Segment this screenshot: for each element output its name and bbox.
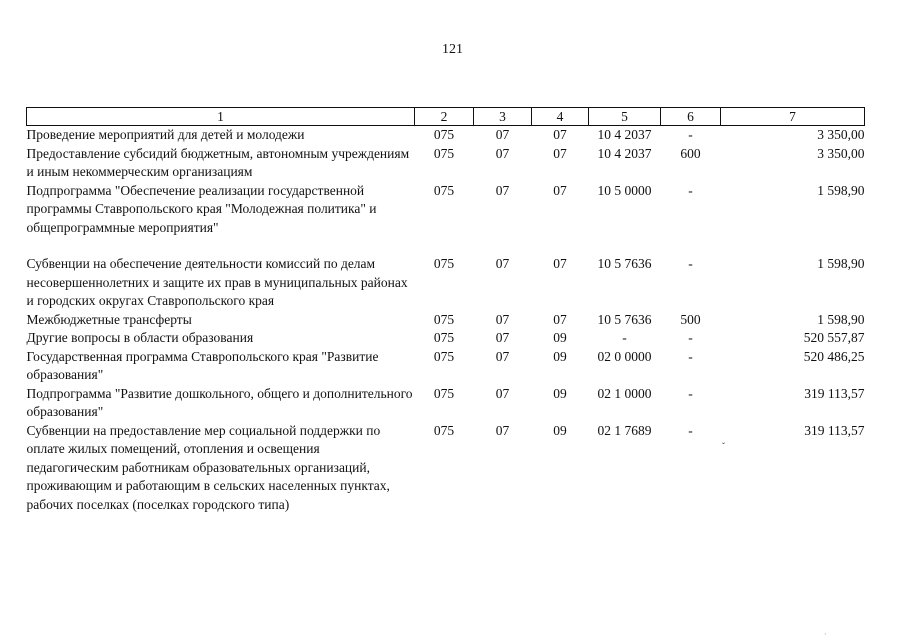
row-name: Подпрограмма "Обеспечение реализации государственной программы Ставропольского края "Молодежная политика" и общепрограммные мероприятия" <box>26 182 377 235</box>
row-amount: 1 598,90 <box>817 311 865 327</box>
row-name: Межбюджетные трансферты <box>26 311 192 327</box>
row-expense-type: - <box>688 330 693 345</box>
scan-speck-mark: · <box>824 630 827 639</box>
row-expense-type: - <box>688 256 693 271</box>
row-target-article: 02 0 0000 <box>597 348 652 364</box>
row-expense-type: - <box>688 348 693 364</box>
row-section-code: 07 <box>495 127 510 142</box>
row-amount: 3 350,00 <box>817 127 865 142</box>
budget-table <box>26 107 865 514</box>
row-amount: 3 350,00 <box>817 145 865 161</box>
row-ministry-code: 075 <box>433 182 455 198</box>
row-ministry-code: 075 <box>433 256 455 271</box>
row-amount: 319 113,57 <box>804 385 865 401</box>
row-name: Другие вопросы в области образования <box>26 330 254 345</box>
row-name: Проведение мероприятий для детей и молодежи <box>26 127 305 142</box>
column-header-7: 7 <box>721 108 865 126</box>
row-ministry-code: 075 <box>433 330 455 345</box>
column-header-6: 6 <box>661 108 721 126</box>
blank-cell <box>27 237 865 255</box>
row-ministry-code: 075 <box>433 348 455 364</box>
row-ministry-code: 075 <box>433 385 455 401</box>
table-row <box>27 329 865 348</box>
column-header-4: 4 <box>532 108 589 126</box>
row-expense-type: - <box>688 182 693 198</box>
row-section-code: 07 <box>495 422 510 438</box>
row-name: Субвенции на обеспечение деятельности комиссий по делам несовершеннолетних и защите их прав в муниципальных районах и городских округах Ставропольского края <box>26 256 408 308</box>
row-target-article: 10 4 2037 <box>597 127 652 142</box>
row-target-article: 10 5 0000 <box>597 182 652 198</box>
row-subsection-code: 07 <box>553 256 567 271</box>
row-subsection-code: 09 <box>553 330 567 345</box>
table-row <box>27 385 865 422</box>
row-ministry-code: 075 <box>433 127 455 142</box>
row-ministry-code: 075 <box>433 311 455 327</box>
row-section-code: 07 <box>495 385 510 401</box>
row-section-code: 07 <box>495 330 510 345</box>
row-name: Предоставление субсидий бюджетным, автономным учреждениям и иным некоммерческим организациям <box>26 145 410 179</box>
table-header-row <box>27 108 865 126</box>
row-name: Подпрограмма "Развитие дошкольного, общего и дополнительного образования" <box>26 385 413 419</box>
row-section-code: 07 <box>495 311 510 327</box>
row-amount: 319 113,57 <box>804 422 865 438</box>
row-target-article: 10 4 2037 <box>597 145 652 161</box>
row-expense-type: - <box>688 422 693 438</box>
row-subsection-code: 07 <box>553 311 567 327</box>
blank-row <box>27 237 865 255</box>
row-name: Субвенции на предоставление мер социальной поддержки по оплате жилых помещений, отопления и освещения педагогическим работникам образовательных организаций, проживающим и работающим в сельских населенных пунктах, рабочих поселках (поселках городского типа) <box>26 422 390 512</box>
row-target-article: 02 1 7689 <box>597 422 652 438</box>
row-amount: 1 598,90 <box>817 182 865 198</box>
table-row <box>27 348 865 385</box>
row-target-article: 02 1 0000 <box>597 385 652 401</box>
row-subsection-code: 07 <box>553 127 567 142</box>
row-expense-type: - <box>688 385 693 401</box>
column-header-5: 5 <box>589 108 661 126</box>
row-section-code: 07 <box>495 145 510 161</box>
table-row <box>27 145 865 182</box>
row-subsection-code: 09 <box>553 385 567 401</box>
row-subsection-code: 07 <box>553 145 567 161</box>
row-section-code: 07 <box>495 348 510 364</box>
row-amount: 520 486,25 <box>803 348 865 364</box>
row-amount: 520 557,87 <box>803 330 865 345</box>
column-header-3: 3 <box>474 108 532 126</box>
row-name: Государственная программа Ставропольского края "Развитие образования" <box>26 348 379 382</box>
row-expense-type: - <box>688 127 693 142</box>
scan-speck-mark: ˇ <box>722 441 725 451</box>
table-row <box>27 255 865 311</box>
row-target-article: 10 5 7636 <box>597 311 652 327</box>
row-section-code: 07 <box>495 256 510 271</box>
row-subsection-code: 09 <box>553 348 567 364</box>
row-expense-type: 600 <box>680 145 701 161</box>
row-ministry-code: 075 <box>433 422 455 438</box>
table-row <box>27 311 865 330</box>
row-target-article: - <box>622 330 627 345</box>
row-target-article: 10 5 7636 <box>597 256 652 271</box>
row-section-code: 07 <box>495 182 510 198</box>
row-ministry-code: 075 <box>433 145 455 161</box>
table-row <box>27 422 865 515</box>
row-expense-type: 500 <box>680 311 701 327</box>
row-subsection-code: 07 <box>553 182 567 198</box>
table-row <box>27 126 865 145</box>
column-header-1: 1 <box>27 108 415 126</box>
row-amount: 1 598,90 <box>817 256 865 271</box>
column-header-2: 2 <box>415 108 474 126</box>
table-row <box>27 182 865 238</box>
row-subsection-code: 09 <box>553 422 567 438</box>
page-number: 121 <box>442 42 463 57</box>
